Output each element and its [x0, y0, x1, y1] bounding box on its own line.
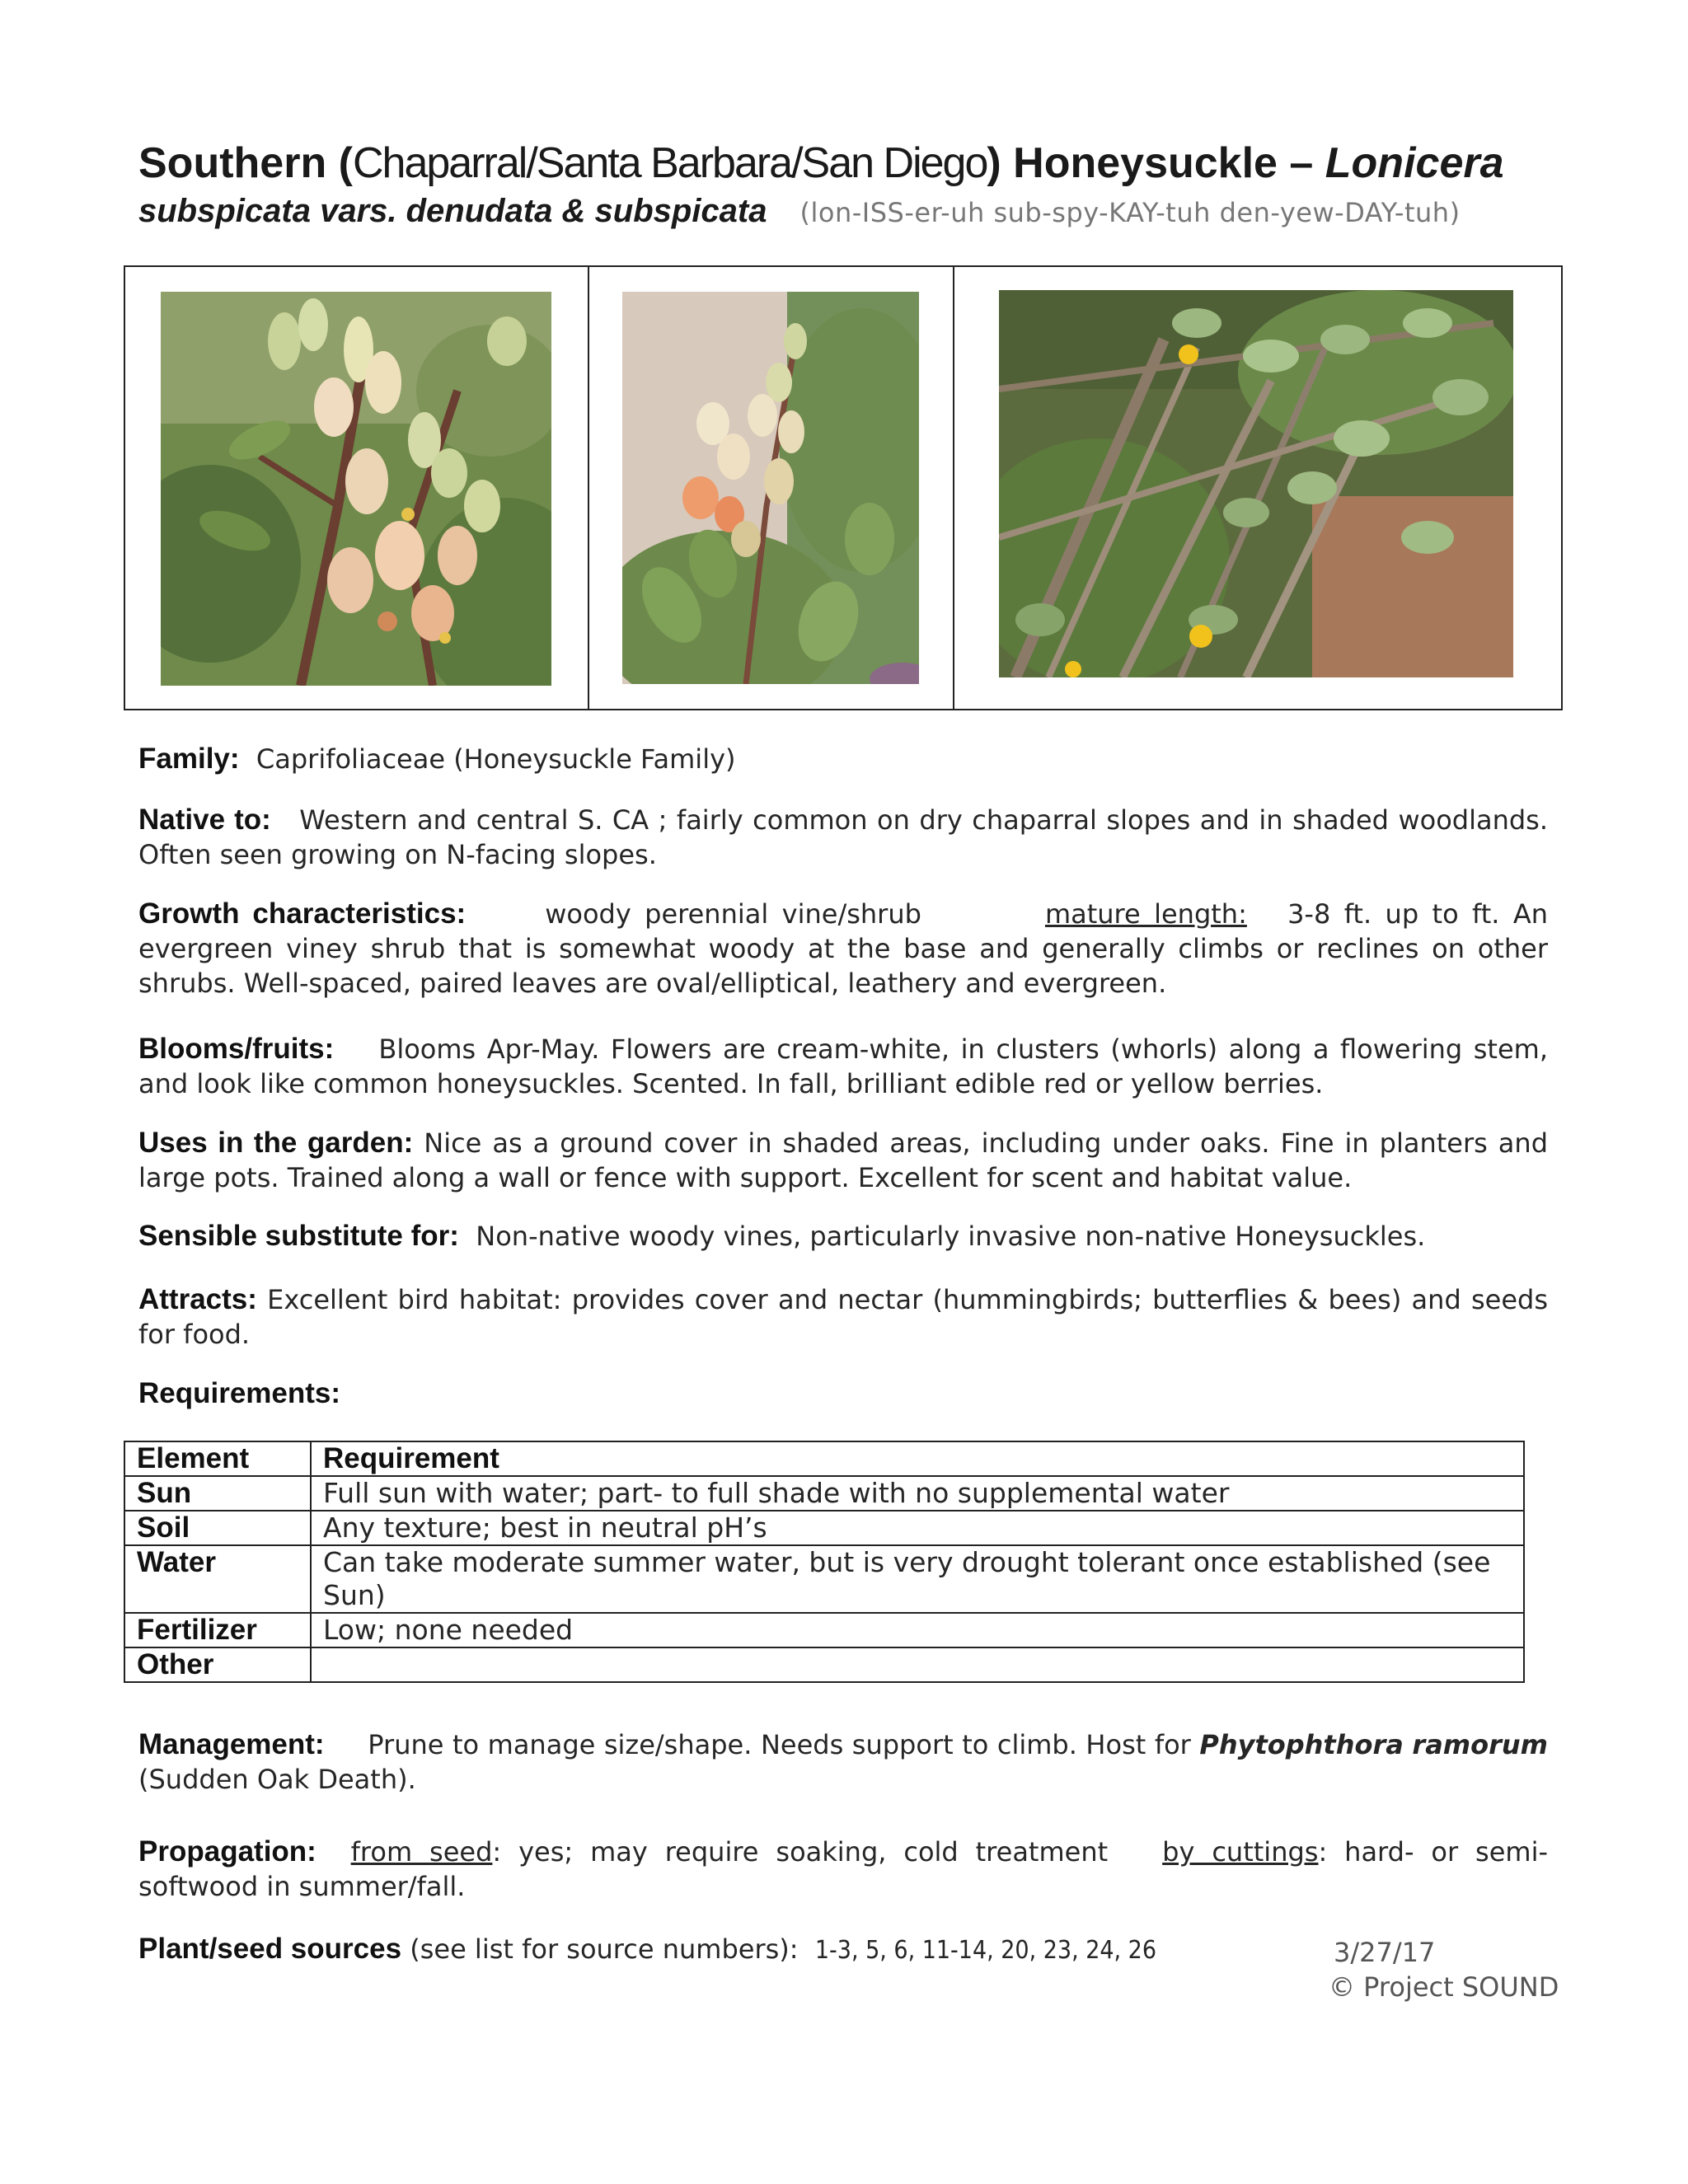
row-element: Water	[124, 1545, 311, 1613]
family-label: Family:	[138, 743, 240, 775]
row-requirement: Full sun with water; part- to full shade with no supplemental water	[311, 1476, 1524, 1511]
pathogen-species: ramorum	[1412, 1729, 1549, 1760]
title-regional-names: Chaparral/Santa Barbara/San Diego	[352, 139, 987, 187]
photo-divider	[588, 267, 589, 709]
management-value-end: (Sudden Oak Death).	[138, 1764, 416, 1795]
by-cuttings-label: by cuttings	[1162, 1836, 1319, 1868]
column-header-requirement: Requirement	[311, 1441, 1524, 1476]
row-requirement: Any texture; best in neutral pH’s	[311, 1511, 1524, 1545]
mature-length-label: mature length:	[1044, 898, 1247, 930]
row-element: Other	[124, 1647, 311, 1682]
title-part: ) Honeysuckle –	[987, 139, 1325, 187]
title-genus: Lonicera	[1325, 139, 1504, 187]
title-scientific-line	[138, 190, 1556, 234]
row-requirement: Low; none needed	[311, 1613, 1524, 1647]
management-section	[138, 1727, 1548, 1797]
requirements-table	[124, 1441, 1525, 1683]
from-seed-value: : yes; may require soaking, cold treatment	[492, 1836, 1109, 1868]
uses-value: Nice as a ground cover in shaded areas, including under oaks. Fine in planters and large pots. Trained along a wall or fence with support. Excellent for scent and habitat value.	[138, 1127, 1549, 1193]
from-seed-label: from seed	[350, 1836, 493, 1868]
table-row	[124, 1647, 1524, 1682]
copyright-notice: © Project SOUND	[1329, 1971, 1559, 2003]
title-varieties: vars. denudata & subspicata	[310, 193, 767, 229]
blooms-label: Blooms/fruits:	[138, 1033, 335, 1065]
row-requirement	[311, 1647, 1524, 1682]
table-row	[124, 1476, 1524, 1511]
page-title	[138, 137, 1556, 234]
growth-label: Growth characteristics:	[138, 898, 467, 930]
row-element: Fertilizer	[124, 1613, 311, 1647]
requirements-label: Requirements:	[138, 1377, 341, 1409]
growth-habit: woody perennial vine/shrub	[545, 898, 921, 930]
by-cuttings-value: : hard- or semi-softwood in summer/fall.	[138, 1836, 1549, 1902]
substitute-section	[138, 1219, 1548, 1254]
native-section	[138, 803, 1548, 872]
uses-label: Uses in the garden:	[138, 1127, 414, 1159]
mature-length-value: 3-8 ft. up to ft.	[1287, 898, 1500, 930]
honeysuckle-flower-closeup-photo	[161, 292, 551, 686]
revision-date: 3/27/17	[1334, 1937, 1436, 1968]
table-row	[124, 1613, 1524, 1647]
table-row	[124, 1511, 1524, 1545]
column-header-element: Element	[124, 1441, 311, 1476]
sources-numbers: 1-3, 5, 6, 11-14, 20, 23, 24, 26	[814, 1936, 1157, 1965]
title-part: Southern (	[138, 139, 353, 187]
row-element: Sun	[124, 1476, 311, 1511]
uses-section	[138, 1126, 1548, 1195]
substitute-value: Non-native woody vines, particularly invasive non-native Honeysuckles.	[476, 1221, 1426, 1252]
propagation-label: Propagation:	[138, 1835, 316, 1868]
propagation-section	[138, 1835, 1548, 1904]
requirements-heading	[138, 1376, 1548, 1411]
photo-divider	[953, 267, 954, 709]
table-row	[124, 1545, 1524, 1613]
title-species: subspicata	[138, 193, 311, 229]
row-requirement: Can take moderate summer water, but is very drought tolerant once established (see Sun)	[311, 1545, 1524, 1613]
blooms-section	[138, 1032, 1548, 1101]
management-label: Management:	[138, 1728, 325, 1760]
family-section	[138, 742, 1548, 776]
family-value: Caprifoliaceae (Honeysuckle Family)	[256, 743, 736, 775]
title-common-name	[138, 137, 1556, 190]
honeysuckle-flowering-stem-photo	[622, 292, 919, 684]
substitute-label: Sensible substitute for:	[138, 1220, 459, 1252]
sources-note: (see list for source numbers):	[401, 1933, 799, 1965]
honeysuckle-vine-on-stems-photo	[999, 290, 1513, 677]
blooms-value: Blooms Apr-May. Flowers are cream-white, in clusters (whorls) along a flowering stem, and look like common honeysuckles. Scented. In fall, brilliant edible red or yellow berries.	[138, 1033, 1549, 1099]
pronunciation: (lon-ISS-er-uh sub-spy-KAY-tuh den-yew-DAY-tuh)	[799, 197, 1461, 228]
native-label: Native to:	[138, 804, 271, 836]
sources-label: Plant/seed sources	[138, 1933, 402, 1965]
pathogen-genus: Phytophthora	[1199, 1729, 1404, 1760]
management-value: Prune to manage size/shape. Needs support to climb. Host for	[368, 1729, 1200, 1760]
row-element: Soil	[124, 1511, 311, 1545]
table-header-row	[124, 1441, 1524, 1476]
attracts-value: Excellent bird habitat: provides cover and nectar (hummingbirds; butterflies & bees) and seeds for food.	[138, 1284, 1549, 1350]
native-value: Western and central S. CA ; fairly common on dry chaparral slopes and in shaded woodlands. Often seen growing on N-facing slopes.	[138, 804, 1549, 870]
attracts-section	[138, 1282, 1548, 1352]
attracts-label: Attracts:	[138, 1283, 257, 1315]
growth-description: An evergreen viney shrub that is somewhat woody at the base and generally climbs or reclines on other shrubs. Well-spaced, paired leaves are oval/elliptical, leathery and evergreen.	[138, 898, 1549, 999]
growth-section	[138, 897, 1548, 1001]
